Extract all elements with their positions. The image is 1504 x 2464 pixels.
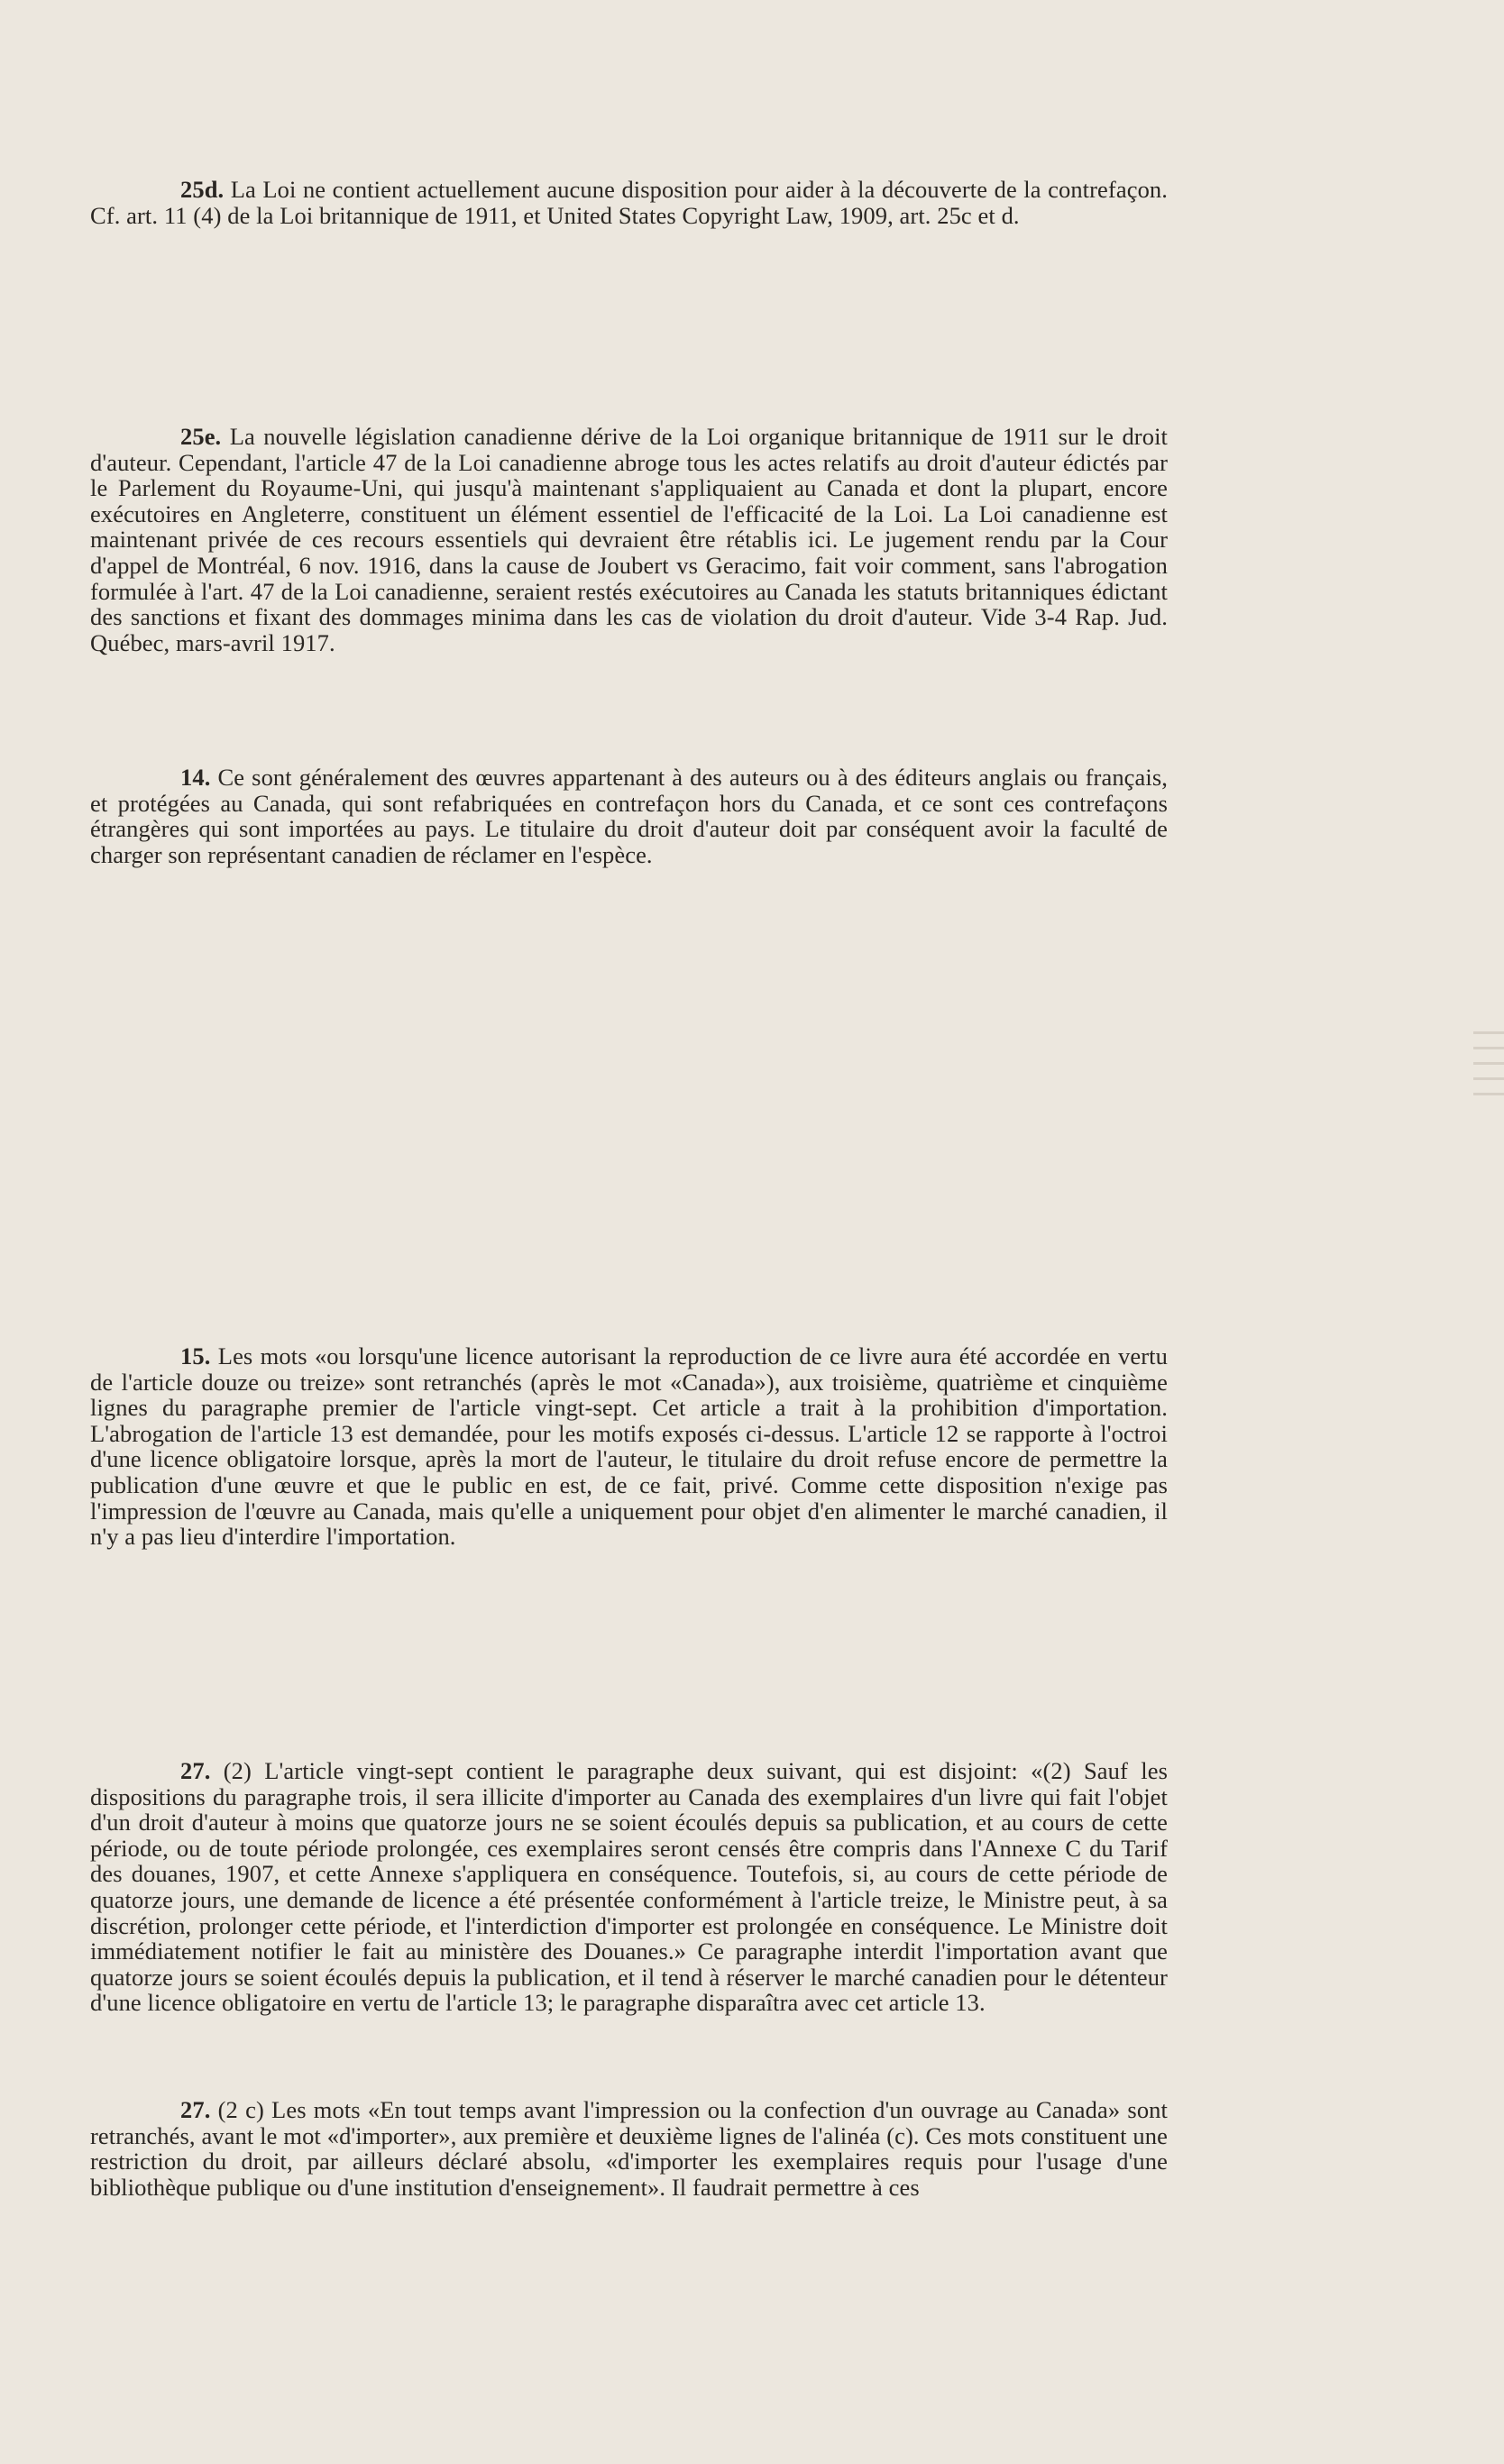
note-25e [90, 424, 1168, 655]
note-27-2c [90, 2097, 1168, 2200]
note-number: 25e. [180, 423, 222, 450]
note-text: Ce sont généralement des œuvres appartenant à des auteurs ou à des éditeurs anglais ou français, et protégées au Canada, qui sont refabriquées en contrefaçon hors du Canada, et ce sont ces contrefaçons étrangères qui sont importées au pays. Le titulaire du droit d'auteur doit par conséquent avoir la faculté de charger son représentant canadien de réclamer en l'espèce. [90, 764, 1168, 868]
note-15 [90, 1343, 1168, 1550]
note-14 [90, 765, 1168, 867]
note-number: 27. [180, 1757, 211, 1784]
note-25d [90, 177, 1168, 228]
note-text: La Loi ne contient actuellement aucune disposition pour aider à la découverte de la contrefaçon. Cf. art. 11 (4) de la Loi britannique de 1911, et United States Copyright Law, 1909, art. 25c et d. [90, 176, 1168, 229]
note-number: 25d. [180, 176, 225, 203]
bleed-through-marks [1466, 1019, 1504, 1136]
note-text: (2 c) Les mots «En tout temps avant l'impression ou la confection d'un ouvrage au Canada» sont retranchés, avant le mot «d'importer», aux première et deuxième lignes de l'alinéa (c). Ces mots constituent une restriction du droit, par ailleurs déclaré absolu, «d'importer les exemplaires requis pour l'usage d'une bibliothèque publique ou d'une institution d'enseignement». Il faudrait permettre à ces [90, 2096, 1168, 2201]
note-number: 27. [180, 2096, 211, 2123]
note-text: (2) L'article vingt-sept contient le paragraphe deux suivant, qui est disjoint: «(2) Sauf les dispositions du paragraphe trois, il sera illicite d'importer au Canada des exemplaires d'un livre qui fait l'objet d'un droit d'auteur à moins que quatorze jours ne se soient écoulés depuis sa publication, et au cours de cette période, ou de toute période prolongée, ces exemplaires seront censés être compris dans l'Annexe C du Tarif des douanes, 1907, et cette Annexe s'appliquera en conséquence. Toutefois, si, au cours de cette période de quatorze jours, une demande de licence a été présentée conformément à l'article treize, le Ministre peut, à sa discrétion, prolonger cette période, et l'interdiction d'importer est prolongée en conséquence. Le Ministre doit immédiatement notifier le fait au ministère des Douanes.» Ce paragraphe interdit l'importation avant que quatorze jours se soient écoulés depuis la publication, et il tend à réserver le marché canadien pour le détenteur d'une licence obligatoire en vertu de l'article 13; le paragraphe disparaîtra avec cet article 13. [90, 1757, 1168, 2017]
note-number: 15. [180, 1342, 211, 1369]
note-text: La nouvelle législation canadienne dérive de la Loi organique britannique de 1911 sur le droit d'auteur. Cependant, l'article 47 de la Loi canadienne abroge tous les actes relatifs au droit d'auteur édictés par le Parlement du Royaume-Uni, qui jusqu'à maintenant s'appliquaient au Canada et dont la plupart, encore exécutoires en Angleterre, constituent un élément essentiel de l'efficacité de la Loi. La Loi canadienne est maintenant privée de ces recours essentiels qui devraient être rétablis ici. Le jugement rendu par la Cour d'appel de Montréal, 6 nov. 1916, dans la cause de Joubert vs Geracimo, fait voir comment, sans l'abrogation formulée à l'art. 47 de la Loi canadienne, seraient restés exécutoires au Canada les statuts britanniques édictant des sanctions et fixant des dommages minima dans les cas de violation du droit d'auteur. Vide 3-4 Rap. Jud. Québec, mars-avril 1917. [90, 423, 1168, 656]
note-number: 14. [180, 764, 211, 791]
note-27-2 [90, 1758, 1168, 2016]
note-text: Les mots «ou lorsqu'une licence autorisant la reproduction de ce livre aura été accordée en vertu de l'article douze ou treize» sont retranchés (après le mot «Canada»), aux troisième, quatrième et cinquième lignes du paragraphe premier de l'article vingt-sept. Cet article a trait à la prohibition d'importation. L'abrogation de l'article 13 est demandée, pour les motifs exposés ci-dessus. L'article 12 se rapporte à l'octroi d'une licence obligatoire lorsque, après la mort de l'auteur, le titulaire du droit refuse encore de permettre la publication d'une œuvre et que le public en est, de ce fait, privé. Comme cette disposition n'exige pas l'impression de l'œuvre au Canada, mais qu'elle a uniquement pour objet d'en alimenter le marché canadien, il n'y a pas lieu d'interdire l'importation. [90, 1342, 1168, 1551]
